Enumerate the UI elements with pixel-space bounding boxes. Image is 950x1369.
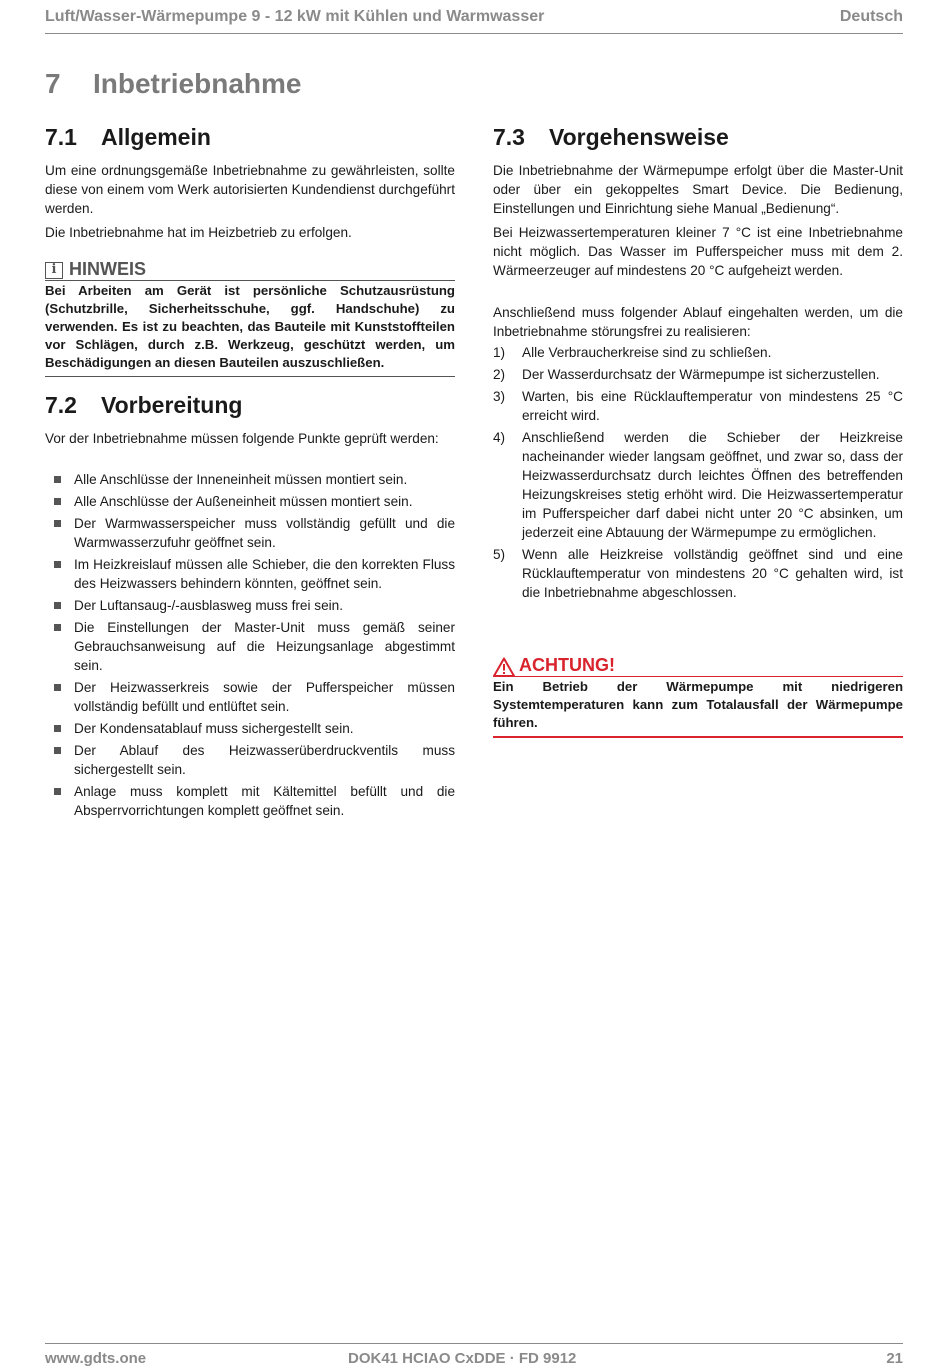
list-item: Der Kondensatablauf muss sichergestellt sein. [45,719,455,738]
list-item: Der Luftansaug-/-ausblasweg muss frei sein. [45,596,455,615]
section-heading-7-3 [493,124,729,151]
list-item: Alle Anschlüsse der Inneneinheit müssen montiert sein. [45,470,455,489]
list-item: Der Ablauf des Heizwasserüberdruckventils muss sichergestellt sein. [45,741,455,779]
chapter-number: 7 [45,68,61,99]
chapter-heading [45,68,301,100]
list-item: Alle Anschlüsse der Außeneinheit müssen montiert sein. [45,492,455,511]
step-item: 5) Wenn alle Heizkreise vollständig geöffnet sind und eine Rücklauftemperatur von mindestens 20 °C gehalten wird, ist die Inbetriebnahme abgeschlossen. [493,547,903,600]
bullet-square-icon [54,624,61,631]
chapter-title: Inbetriebnahme [93,68,302,99]
info-icon: i [45,262,63,279]
list-item: Der Warmwasserspeicher muss vollständig gefüllt und die Warmwasserzufuhr geöffnet sein. [45,514,455,552]
list-item: Im Heizkreislauf müssen alle Schieber, die den korrekten Fluss des Heizwassers behindern könnten, geöffnet sein. [45,555,455,593]
list-item: Anlage muss komplett mit Kältemittel befüllt und die Absperrvorrichtungen komplett geöffnet sein. [45,782,455,820]
footer-document-id: DOK41 HCIAO CxDDE · FD 9912 [348,1350,577,1367]
section-title: Vorgehensweise [549,124,729,150]
section-title: Allgemein [101,124,211,150]
bullet-square-icon [54,520,61,527]
section-title: Vorbereitung [101,392,243,418]
page-footer [45,1343,903,1369]
warning-text: Ein Betrieb der Wärmepumpe mit niedrigeren Systemtemperaturen kann zum Totalausfall der Wärmepumpe führen. [493,677,903,738]
footer-website: www.gdts.one [45,1350,147,1367]
bullet-square-icon [54,747,61,754]
procedure-steps [493,343,903,605]
bullet-square-icon [54,476,61,483]
bullet-square-icon [54,498,61,505]
bullet-square-icon [54,725,61,732]
step-item: 1) Alle Verbraucherkreise sind zu schließen. [493,345,772,360]
document-title: Luft/Wasser-Wärmepumpe 9 - 12 kW mit Kühlen und Warmwasser [45,8,545,25]
bullet-square-icon [54,684,61,691]
language-label: Deutsch [839,8,903,25]
section-heading-7-2 [45,392,242,419]
page-header [45,6,903,34]
paragraph: Um eine ordnungsgemäße Inbetriebnahme zu gewährleisten, sollte diese von einem vom Werk autorisierten Kundendienst durchgeführt werden. [45,163,455,216]
section-heading-7-1 [45,124,211,151]
list-item: Die Einstellungen der Master-Unit muss gemäß seiner Gebrauchsanweisung auf die Heizungsanlage abgestimmt sein. [45,618,455,675]
step-item: 4) Anschließend werden die Schieber der Heizkreise nacheinander wieder langsam geöffnet, und zwar so, dass der Heizwasserdurchsatz durch leichtes Öffnen des betreffenden Heizungskreises stetig erhöht wird. Die Heizwassertemperatur im Pufferspeicher darf dabei nicht unter 20 °C absinken, um jederzeit eine Abtauung der Wärmepumpe zu ermöglichen. [493,430,903,540]
bullet-square-icon [54,788,61,795]
paragraph: Anschließend muss folgender Ablauf eingehalten werden, um die Inbetriebnahme störungsfrei zu realisieren: [493,305,903,339]
paragraph: Vor der Inbetriebnahme müssen folgende Punkte geprüft werden: [45,431,439,446]
paragraph: Die Inbetriebnahme hat im Heizbetrieb zu erfolgen. [45,225,352,240]
notice-box [45,259,455,377]
paragraph: Bei Heizwassertemperaturen kleiner 7 °C ist eine Inbetriebnahme nicht möglich. Das Wasser im Pufferspeicher muss mit dem 2. Wärmeerzeuger auf mindestens 20 °C aufgeheizt werden. [493,225,903,278]
bullet-square-icon [54,602,61,609]
list-item: Der Heizwasserkreis sowie der Pufferspeicher müssen vollständig befüllt und entlüftet sein. [45,678,455,716]
notice-text: Bei Arbeiten am Gerät ist persönliche Schutzausrüstung (Schutzbrille, Sicherheitsschuhe, ggf. Handschuhe) zu verwenden. Es ist zu beachten, das Bauteile mit Kunststoffteilen vor Schlägen, durch z.B. Werkzeug, geschützt werden, um Beschädigungen an diesen Bauteilen auszuschließen. [45,281,455,377]
section-number: 7.1 [45,124,77,150]
page-number: 21 [886,1350,903,1367]
step-item: 2) Der Wasserdurchsatz der Wärmepumpe ist sicherzustellen. [493,367,880,382]
paragraph: Die Inbetriebnahme der Wärmepumpe erfolgt über die Master-Unit oder über ein gekoppeltes Smart Device. Die Bedienung, Einstellungen und Einrichtung siehe Manual „Bedienung“. [493,163,903,216]
warning-header [493,655,903,677]
step-item: 3) Warten, bis eine Rücklauftemperatur von mindestens 25 °C erreicht wird. [493,389,903,423]
checklist [45,470,455,823]
notice-header [45,259,455,281]
warning-box [493,655,903,738]
warning-triangle-icon [493,657,515,677]
bullet-square-icon [54,561,61,568]
notice-label: HINWEIS [69,259,147,279]
warning-label: ACHTUNG! [519,655,615,675]
section-number: 7.3 [493,124,525,150]
section-number: 7.2 [45,392,77,418]
